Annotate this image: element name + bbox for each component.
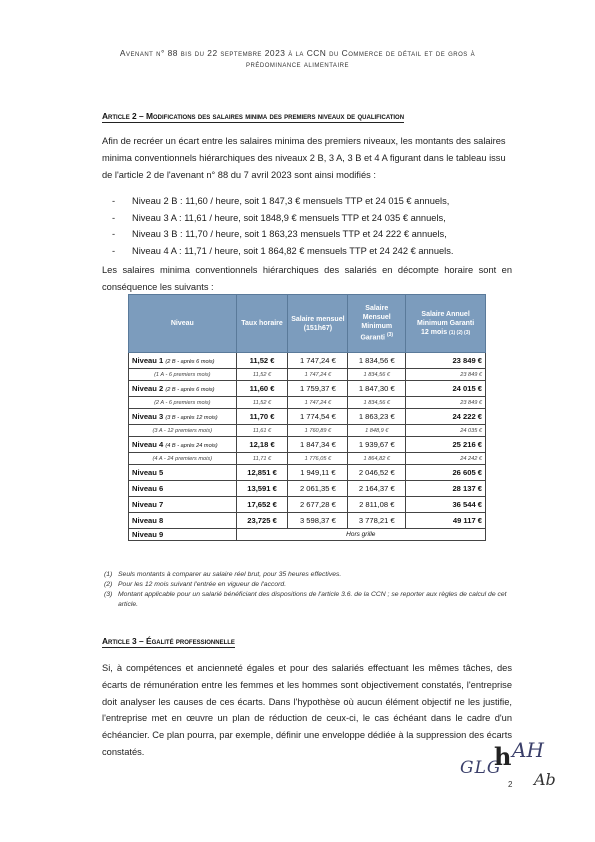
table-subrow: (2 A - 6 premiers mois) 11,52 € 1 747,24 € 1 834,56 € 23 849 € (129, 397, 486, 409)
initials-signature: GLG (460, 758, 502, 778)
col-header-taux: Taux horaire (236, 295, 288, 353)
list-item: - Niveau 3 B : 11,70 / heure, soit 1 863,23 mensuels TTP et 24 222 € annuels, (112, 226, 453, 243)
modifications-list (112, 193, 453, 259)
article-2-intro: Afin de recréer un écart entre les salaires minima des premiers niveaux, les montants des salaires minima conventionnels hiérarchiques des niveaux 2 B, 3 A, 3 B et 4 A figurant dans le tableau issu de l'article 2 de l'avenant n° 88 du 7 avril 2023 sont ainsi modifiés : (102, 136, 506, 180)
table-row: Niveau 2 (2 B - après 6 mois) 11,60 € 1 759,37 € 1 847,30 € 24 015 € (129, 381, 486, 397)
list-item: - Niveau 2 B : 11,60 / heure, soit 1 847,3 € mensuels TTP et 24 015 € annuels, (112, 193, 453, 210)
col-header-smmg: Salaire Mensuel Minimum Garanti $^{(3)}$ (348, 295, 406, 353)
table-row: Niveau 6 13,591 € 2 061,35 € 2 164,37 € 28 137 € (129, 481, 486, 497)
initials-signature: AH (512, 738, 544, 762)
article-3-title: Article 3 – Égalité professionnelle (102, 636, 235, 646)
table-row: Niveau 1 (2 B - après 6 mois) 11,52 € 1 747,24 € 1 834,56 € 23 849 € (129, 353, 486, 369)
article-3-body: Si, à compétences et ancienneté égales et pour des salariés effectuant les mêmes tâches, des écarts de rémunération entre les femmes et les hommes sont objectivement constatés, l'entreprise doit analyser les causes de ces écarts. Dans l'hypothèse où aucun élément objectif ne les justifie, l'entreprise met en œuvre un plan de réduction de ceux-ci, le cas échéant dans le cadre d'un échéancier. Ce plan pourra, par exemple, définir une enveloppe dédiée à la suppression des écarts constatés. (102, 663, 512, 757)
header-line-1: Avenant n° 88 bis du 22 septembre 2023 à la CCN du Commerce de détail et de gros à (119, 48, 476, 58)
header-line-2: prédominance alimentaire (246, 59, 349, 69)
col-header-samg: Salaire Annuel Minimum Garanti 12 mois (1) (2) (3) (406, 295, 486, 353)
initials-signature: Ab (534, 770, 556, 789)
table-row: Niveau 8 23,725 € 3 598,37 € 3 778,21 € 49 117 € (129, 513, 486, 529)
footnotes (104, 570, 514, 610)
table-subrow: (3 A - 12 premiers mois) 11,61 € 1 760,89 € 1 848,9 € 24 035 € (129, 425, 486, 437)
list-item: - Niveau 3 A : 11,61 / heure, soit 1848,9 € mensuels TTP et 24 035 € annuels, (112, 210, 453, 227)
article-2-title: Article 2 – Modifications des salaires minima des premiers niveaux de qualification (102, 111, 405, 121)
table-header-row (129, 295, 486, 353)
page-number: 2 (508, 780, 513, 789)
table-row: Niveau 9 Hors grille (129, 529, 486, 541)
table-subrow: (1 A - 6 premiers mois) 11,52 € 1 747,24 € 1 834,56 € 23 849 € (129, 369, 486, 381)
list-item: - Niveau 4 A : 11,71 / heure, soit 1 864,82 € mensuels TTP et 24 242 € annuels. (112, 243, 453, 260)
salary-table (128, 294, 486, 541)
initials-signature: h (494, 742, 512, 771)
col-header-niveau: Niveau (129, 295, 237, 353)
table-subrow: (4 A - 24 premiers mois) 11,71 € 1 776,05 € 1 864,82 € 24 242 € (129, 453, 486, 465)
table-row: Niveau 5 12,851 € 1 949,11 € 2 046,52 € 26 605 € (129, 465, 486, 481)
col-header-mensuel: Salaire mensuel (151h67) (288, 295, 348, 353)
footnote: (3) Montant applicable pour un salarié bénéficiant des dispositions de l'article 3.6. de la CCN ; se reporter aux règles de calcul de cet article. (104, 591, 507, 608)
table-row: Niveau 3 (3 B - après 12 mois) 11,70 € 1 774,54 € 1 863,23 € 24 222 € (129, 409, 486, 425)
table-row: Niveau 7 17,652 € 2 677,28 € 2 811,08 € 36 544 € (129, 497, 486, 513)
document-header (60, 48, 535, 70)
footnote: (2) Pour les 12 mois suivant l'entrée en vigueur de l'accord. (104, 581, 287, 588)
table-lead-text: Les salaires minima conventionnels hiérarchiques des salariés en décompte horaire sont en conséquence les suivants : (102, 265, 512, 292)
table-row: Niveau 4 (4 B - après 24 mois) 12,18 € 1 847,34 € 1 939,67 € 25 216 € (129, 437, 486, 453)
footnote: (1) Seuls montants à comparer au salaire réel brut, pour 35 heures effectives. (104, 571, 342, 578)
